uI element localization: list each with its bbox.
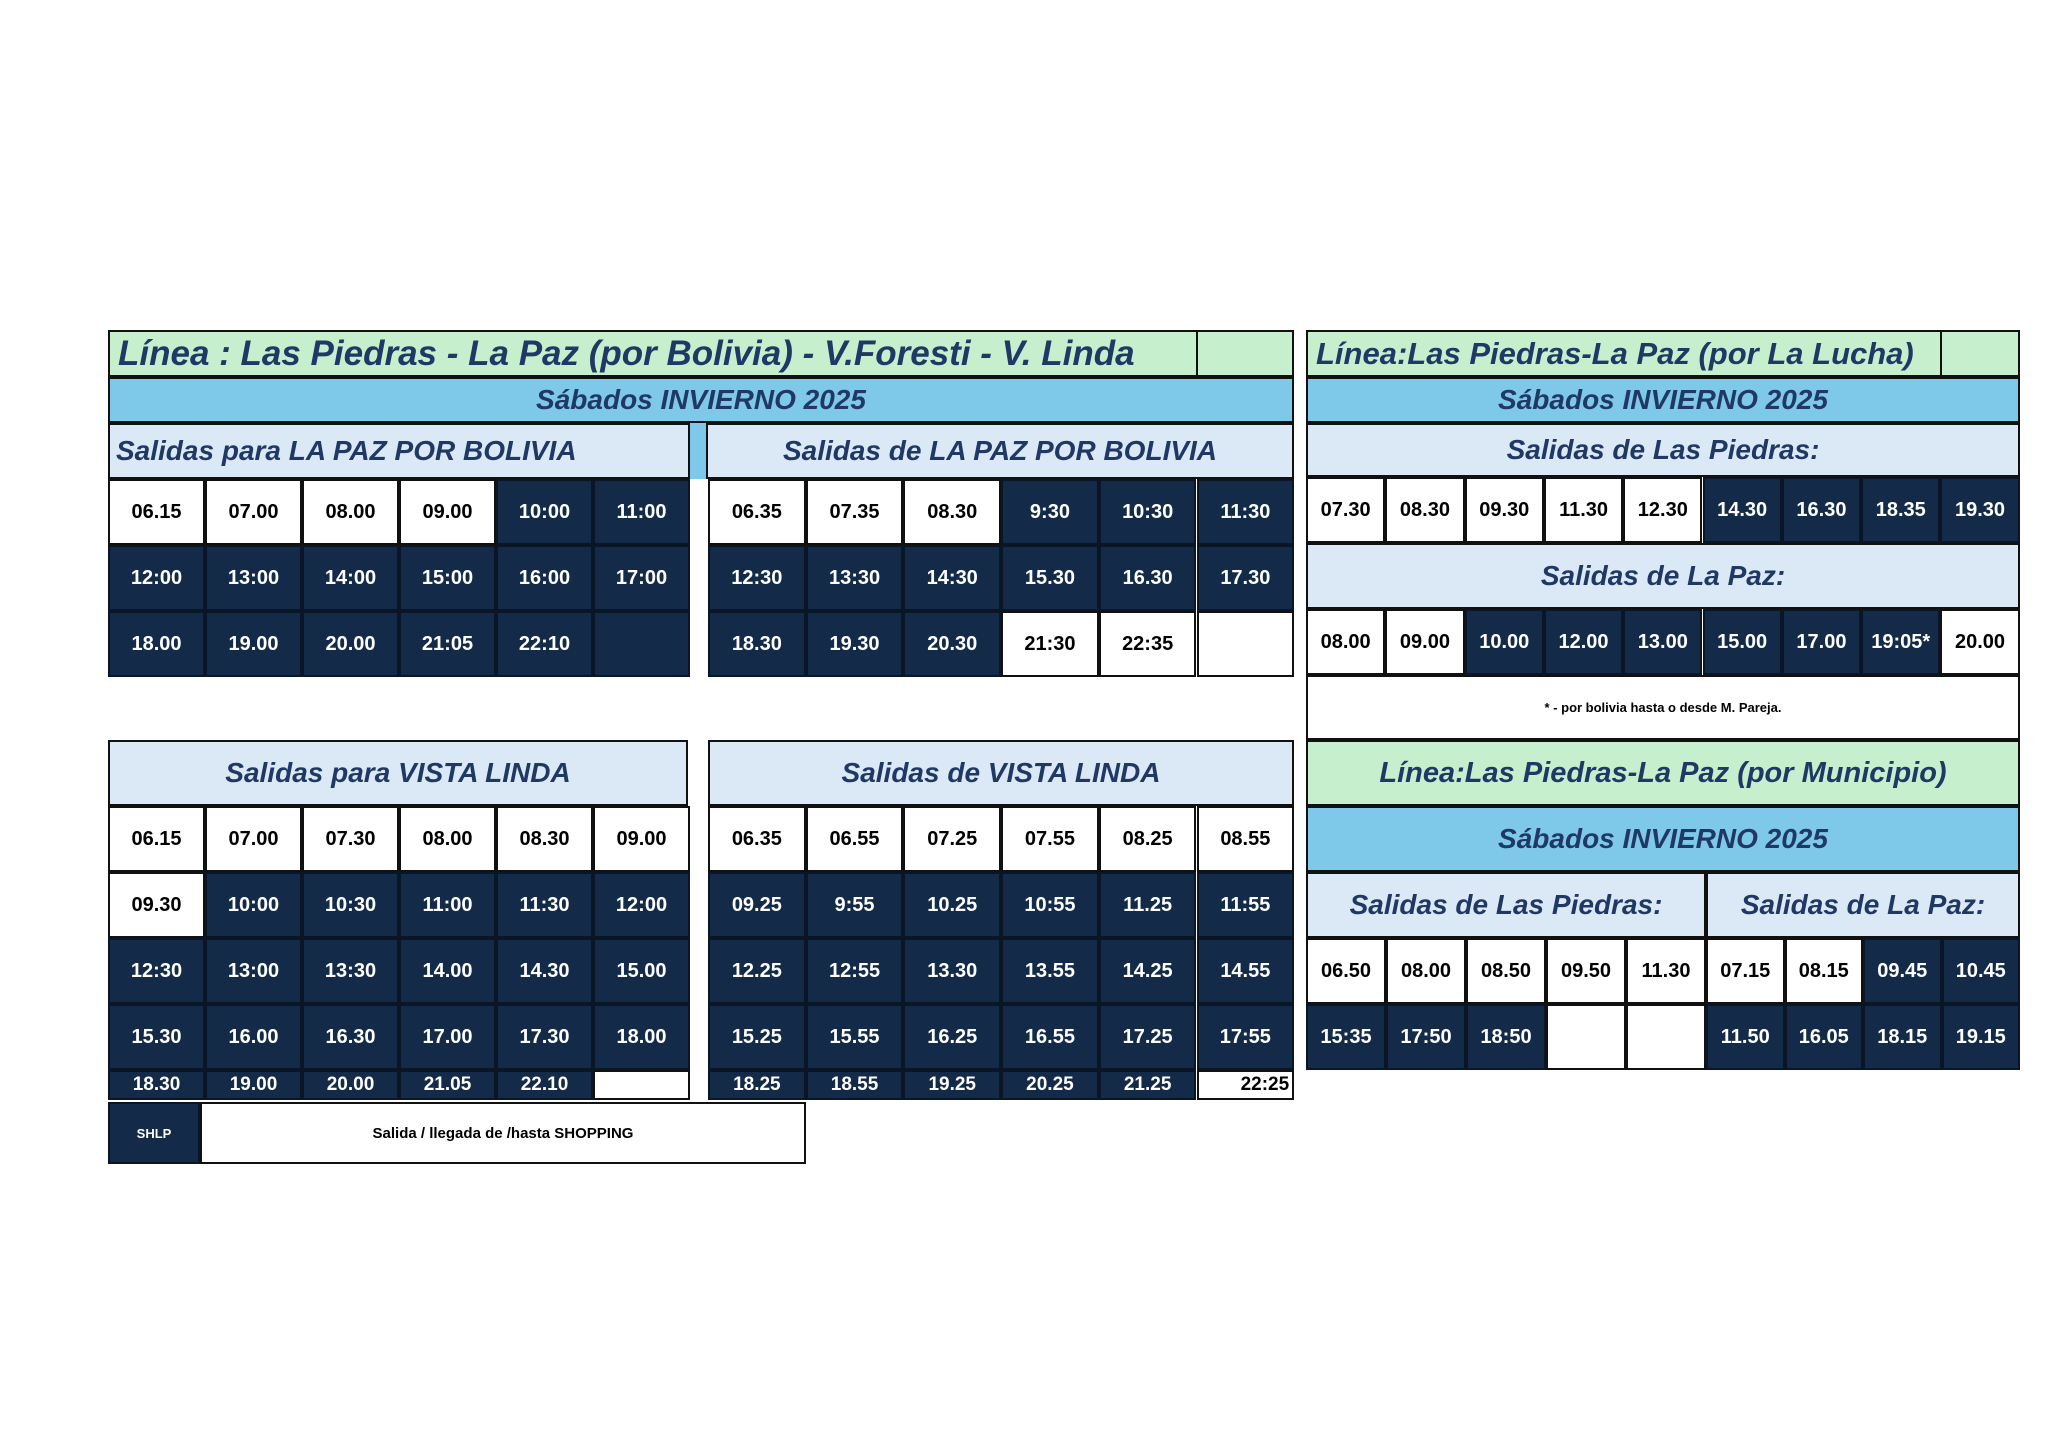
time-cell: 06.55 [806,806,904,872]
time-cell: 08.50 [1466,938,1546,1004]
header-de-bolivia: Salidas de LA PAZ POR BOLIVIA [706,423,1294,479]
time-cell: 12:30 [108,938,205,1004]
time-cell: 11.30 [1626,938,1706,1004]
time-cell: 09.30 [108,872,205,938]
time-cell: 08.15 [1785,938,1864,1004]
time-cell: 19.00 [205,1070,302,1100]
time-cell: 19.30 [1940,477,2019,543]
time-cell: 10:30 [302,872,399,938]
header-para-bolivia: Salidas para LA PAZ POR BOLIVIA [108,423,690,479]
time-cell: 19.15 [1942,1004,2021,1070]
time-cell: 15.25 [708,1004,806,1070]
time-cell: 08.00 [1306,609,1385,675]
time-cell: 9:30 [1001,479,1099,545]
time-cell: 08.00 [1386,938,1466,1004]
time-cell: 22.10 [496,1070,593,1100]
time-cell: 09.00 [1385,609,1464,675]
time-cell: 19.30 [806,611,904,677]
time-cell: 13:30 [806,545,904,611]
time-cell: 14.30 [496,938,593,1004]
time-cell: 16.55 [1001,1004,1099,1070]
time-cell: 16.30 [1099,545,1197,611]
header-l3-de-las-piedras: Salidas de Las Piedras: [1306,872,1706,938]
time-cell: 09.50 [1546,938,1626,1004]
time-cell: 09.00 [593,806,690,872]
time-cell: 10.00 [1465,609,1544,675]
time-cell: 11:30 [496,872,593,938]
time-cell: 07.25 [903,806,1001,872]
time-cell: 12:00 [108,545,205,611]
time-cell: 10.25 [903,872,1001,938]
time-cell: 12.25 [708,938,806,1004]
line3-season: Sábados INVIERNO 2025 [1306,806,2020,872]
line1-title: Línea : Las Piedras - La Paz (por Bolivia) - V.Foresti - V. Linda [108,330,1198,377]
time-cell: 13:00 [205,545,302,611]
time-cell: 12:00 [593,872,690,938]
time-cell: 07.55 [1001,806,1099,872]
time-cell: 07.30 [302,806,399,872]
time-cell: 11.50 [1706,1004,1785,1070]
time-cell: 10:55 [1001,872,1099,938]
time-cell: 06.35 [708,479,806,545]
time-cell: 06.50 [1306,938,1386,1004]
time-cell: 14.30 [1703,477,1782,543]
time-cell: 10:00 [205,872,302,938]
time-cell: 07.00 [205,479,302,545]
time-cell: 07.00 [205,806,302,872]
time-cell: 11.25 [1099,872,1197,938]
time-cell: 19:05* [1861,609,1940,675]
time-cell: 20.25 [1001,1070,1099,1100]
time-cell: 9:55 [806,872,904,938]
time-cell: 07.15 [1706,938,1785,1004]
time-cell: 21:05 [399,611,496,677]
time-cell: 15:35 [1306,1004,1386,1070]
header-para-vista-linda: Salidas para VISTA LINDA [108,740,688,806]
header-l2-de-la-paz: Salidas de La Paz: [1306,543,2020,609]
time-cell: 06.15 [108,806,205,872]
line1-title-extra-box [1196,330,1294,377]
time-cell: 16:00 [496,545,593,611]
time-cell: 06.15 [108,479,205,545]
time-cell: 17:55 [1197,1004,1295,1070]
time-cell: 14.25 [1099,938,1197,1004]
time-cell: 11.30 [1544,477,1623,543]
time-cell: 15.30 [108,1004,205,1070]
time-cell: 07.35 [806,479,904,545]
time-cell: 20.00 [302,1070,399,1100]
line2-season: Sábados INVIERNO 2025 [1306,377,2020,423]
legend-shlp-text: Salida / llegada de /hasta SHOPPING [200,1102,806,1164]
time-cell: 21.25 [1099,1070,1197,1100]
time-cell: 10:00 [496,479,593,545]
header-l3-de-la-paz: Salidas de La Paz: [1706,872,2020,938]
time-cell: 10:30 [1099,479,1197,545]
time-cell: 18.00 [108,611,205,677]
header-l2-de-las-piedras: Salidas de Las Piedras: [1306,423,2020,477]
time-cell: 14.55 [1197,938,1295,1004]
time-cell: 17.30 [496,1004,593,1070]
time-cell: 18.30 [708,611,806,677]
time-cell: 15.00 [593,938,690,1004]
time-cell [1546,1004,1626,1070]
time-cell [593,611,690,677]
time-cell: 16.25 [903,1004,1001,1070]
time-cell [1626,1004,1706,1070]
time-cell: 13:30 [302,938,399,1004]
time-cell: 21.05 [399,1070,496,1100]
time-cell: 09.45 [1863,938,1942,1004]
time-cell: 08.25 [1099,806,1197,872]
time-cell: 14:00 [302,545,399,611]
time-cell: 13.30 [903,938,1001,1004]
time-cell: 09.00 [399,479,496,545]
legend-shlp-swatch: SHLP [108,1102,200,1164]
time-cell: 17:50 [1386,1004,1466,1070]
time-cell: 18:50 [1466,1004,1546,1070]
line1-season: Sábados INVIERNO 2025 [108,377,1294,423]
line2-footnote: * - por bolivia hasta o desde M. Pareja. [1306,675,2020,740]
time-cell: 13.00 [1623,609,1702,675]
time-cell: 11:30 [1197,479,1295,545]
time-cell: 13.55 [1001,938,1099,1004]
time-cell: 15.55 [806,1004,904,1070]
time-cell: 08.30 [1385,477,1464,543]
time-cell: 08.00 [399,806,496,872]
header-separator [690,423,706,479]
time-cell: 11:55 [1197,872,1295,938]
time-cell: 17.25 [1099,1004,1197,1070]
time-cell: 12.00 [1544,609,1623,675]
time-cell: 11:00 [399,872,496,938]
time-cell: 17.00 [399,1004,496,1070]
time-cell: 21:30 [1001,611,1099,677]
line2-title: Línea:Las Piedras-La Paz (por La Lucha) [1306,330,1942,377]
time-cell: 12:55 [806,938,904,1004]
time-cell: 08.30 [496,806,593,872]
time-cell [593,1070,690,1100]
time-cell: 19.00 [205,611,302,677]
time-cell: 16.05 [1785,1004,1864,1070]
time-cell: 16.00 [205,1004,302,1070]
header-de-vista-linda: Salidas de VISTA LINDA [708,740,1294,806]
time-cell: 22:10 [496,611,593,677]
time-cell [1197,611,1295,677]
time-cell: 19.25 [903,1070,1001,1100]
time-cell: 13:00 [205,938,302,1004]
time-cell: 20.00 [1940,609,2019,675]
time-cell: 08.00 [302,479,399,545]
time-cell: 16.30 [1782,477,1861,543]
time-cell: 22:25 [1197,1070,1295,1100]
time-cell: 15.30 [1001,545,1099,611]
time-cell: 16.30 [302,1004,399,1070]
time-cell: 12.30 [1623,477,1702,543]
time-cell: 17:00 [593,545,690,611]
time-cell: 18.30 [108,1070,205,1100]
time-cell: 14:30 [903,545,1001,611]
time-cell: 09.30 [1465,477,1544,543]
line2-title-extra-box [1940,330,2020,377]
time-cell: 12:30 [708,545,806,611]
time-cell: 14.00 [399,938,496,1004]
time-cell: 08.55 [1197,806,1295,872]
time-cell: 17.30 [1197,545,1295,611]
time-cell: 18.55 [806,1070,904,1100]
time-cell: 20.00 [302,611,399,677]
time-cell: 18.25 [708,1070,806,1100]
time-cell: 18.35 [1861,477,1940,543]
time-cell: 08.30 [903,479,1001,545]
time-cell: 22:35 [1099,611,1197,677]
time-cell: 07.30 [1306,477,1385,543]
time-cell: 15:00 [399,545,496,611]
time-cell: 20.30 [903,611,1001,677]
time-cell: 06.35 [708,806,806,872]
time-cell: 18.15 [1863,1004,1942,1070]
time-cell: 09.25 [708,872,806,938]
time-cell: 18.00 [593,1004,690,1070]
time-cell: 15.00 [1703,609,1782,675]
line3-title: Línea:Las Piedras-La Paz (por Municipio) [1306,740,2020,806]
time-cell: 10.45 [1942,938,2021,1004]
time-cell: 17.00 [1782,609,1861,675]
time-cell: 11:00 [593,479,690,545]
